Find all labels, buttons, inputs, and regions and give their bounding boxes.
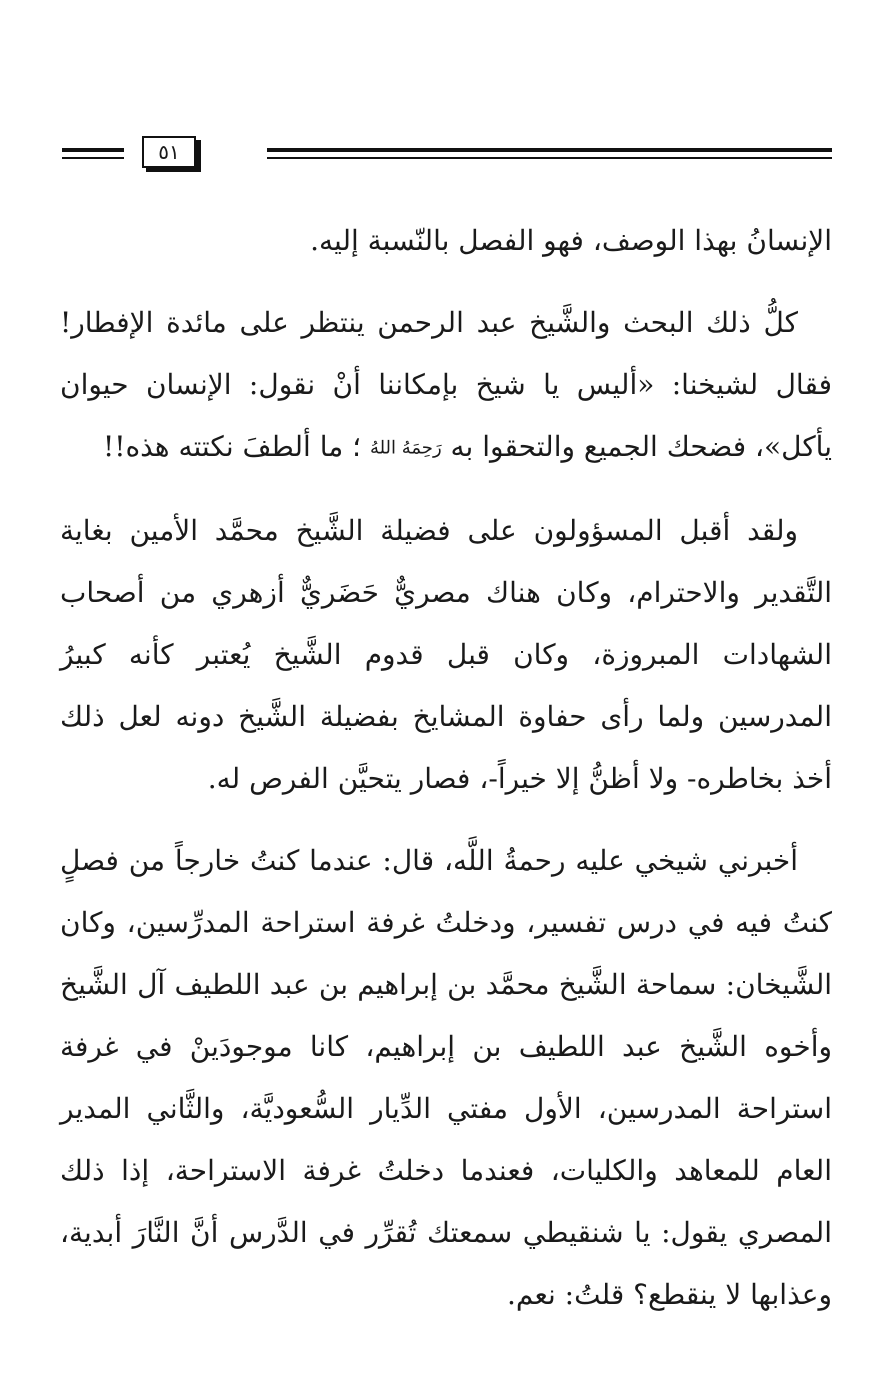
header-rule-right-thin [267, 157, 832, 159]
header-rule-right [267, 148, 832, 152]
paragraph-4: أخبرني شيخي عليه رحمةُ اللَّه، قال: عندما كنتُ خارجاً من فصلٍ كنتُ فيه في درس تفسير، ودخلتُ غرفة استراحة المدرِّسين، وكان الشَّيخان: سماحة الشَّيخ محمَّد بن إبراهيم بن عبد اللطيف آل الشَّيخ وأخوه الشَّيخ عبد اللطيف بن إبراهيم، كانا موجودَينْ في غرفة استراحة المدرسين، الأول مفتي الدِّيار السُّعوديَّة، والثَّاني المدير العام للمعاهد والكليات، فعندما دخلتُ غرفة الاستراحة، إذا ذلك المصري يقول: يا شنقيطي سمعتك تُقرِّر في الدَّرس أنَّ النَّارَ أبدية، وعذابها لا ينقطع؟ قلتُ: نعم. [60, 843, 832, 1311]
paragraph-2-text: كلُّ ذلك البحث والشَّيخ عبد الرحمن ينتظر على مائدة الإفطار! فقال لشيخنا: «أليس يا شيخ بإمكاننا أنْ نقول: الإنسان حيوان يأكل»، فضحك الجميع والتحقوا به [60, 306, 832, 463]
page-number-frame-shadow-bottom [146, 168, 201, 172]
honorific-phrase: رَحِمَهُ اللهُ [369, 437, 442, 459]
page-header [62, 136, 832, 176]
header-rule-left-thin [62, 157, 124, 159]
paragraph-2 [60, 292, 832, 480]
paragraph-3: ولقد أقبل المسؤولون على فضيلة الشَّيخ محمَّد الأمين بغاية التَّقدير والاحترام، وكان هناك مصريٌّ حَضَريٌّ أزهري من أصحاب الشهادات المبروزة، وكان قبل قدوم الشَّيخ يُعتبر كأنه كبيرُ المدرسين ولما رأى حفاوة المشايخ بفضيلة الشَّيخ دونه لعل ذلك أخذ بخاطره- ولا أظنُّ إلا خيراً-، فصار يتحيَّن الفرص له. [60, 513, 832, 795]
header-rule-left [62, 148, 124, 152]
paragraph-1: الإنسانُ بهذا الوصف، فهو الفصل بالنّسبة إليه. [310, 224, 832, 257]
page-number: ٥١ [142, 136, 196, 168]
main-text [60, 210, 832, 1326]
paragraph-2-end: ؛ ما ألطفَ نكتته هذه!! [102, 430, 370, 463]
